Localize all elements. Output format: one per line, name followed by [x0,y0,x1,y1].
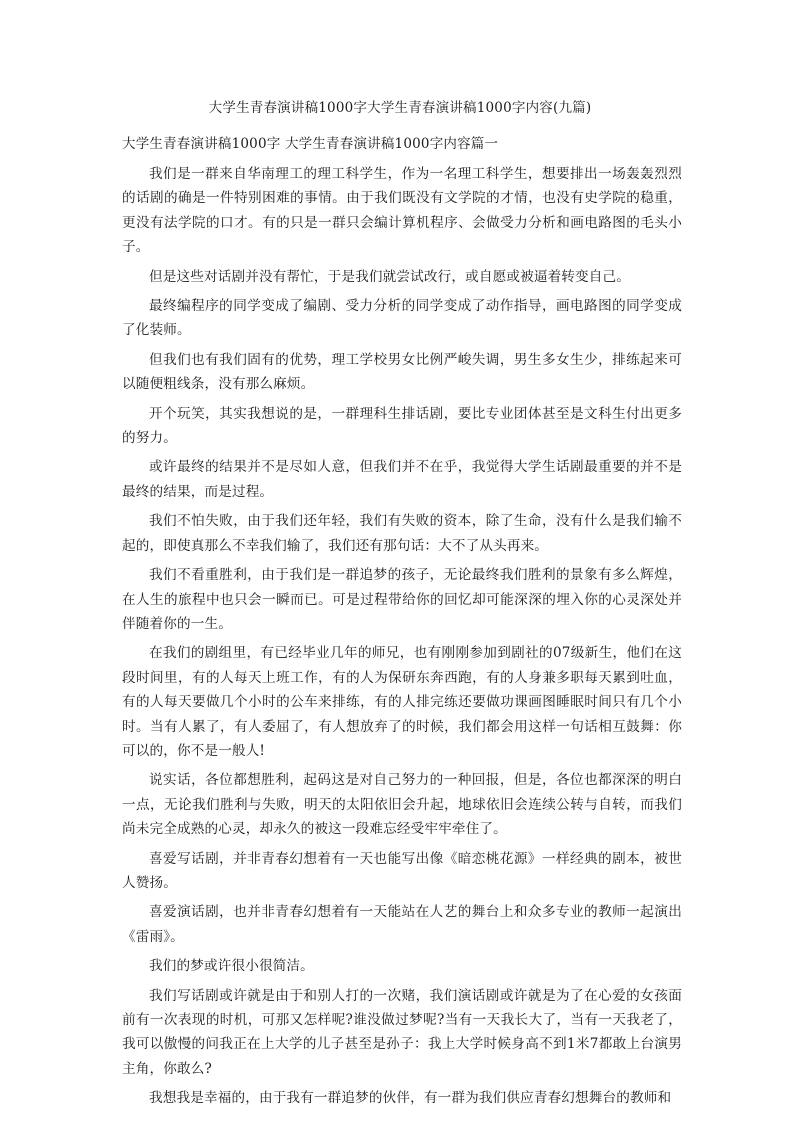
paragraph: 但是这些对话剧并没有帮忙，于是我们就尝试改行，或自愿或被逼着转变自己。 [149,268,631,285]
document-title: 大学生青春演讲稿1000字大学生青春演讲稿1000字内容(九篇) [208,100,592,116]
document-body [122,162,682,1116]
paragraph: 说实话，各位都想胜利，起码这是对自己努力的一种回报，但是，各位也都深深的明白一点，无论我们胜利与失败，明天的太阳依旧会升起，地球依旧会连续公转与自转，而我们尚未完全成熟的心灵，却永久的被这一段难忘经受牢牢牵住了。 [122,772,682,838]
paragraph: 我想我是幸福的，由于我有一群追梦的伙伴，有一群为我们供应青春幻想舞台的教师和 [149,1090,672,1107]
paragraph: 开个玩笑，其实我想说的是，一群理科生排话剧，要比专业团体甚至是文科生付出更多的努力。 [122,405,682,447]
paragraph: 喜爱演话剧，也并非青春幻想着有一天能站在人艺的舞台上和众多专业的教师一起演出《雷雨》。 [122,904,682,945]
paragraph: 但我们也有我们固有的优势，理工学校男女比例严峻失调，男生多女生少，排练起来可以随便粗线条，没有那么麻烦。 [122,351,682,393]
paragraph: 我们写话剧或许就是由于和别人打的一次赌，我们演话剧或许就是为了在心爱的女孩面前有一次表现的时机，可那又怎样呢?谁没做过梦呢?当有一天我长大了，当有一天我老了，我可以傲慢的问我正在上大学的儿子甚至是孙子：我上大学时候身高不到1米7都敢上台演男主角，你敢么? [122,987,682,1077]
paragraph: 我们是一群来自华南理工的理工科学生，作为一名理工科学生，想要排出一场轰轰烈烈的话剧的确是一件特别困难的事情。由于我们既没有文学院的才情，也没有史学院的稳重，更没有法学院的口才。有的只是一群只会编计算机程序、会做受力分析和画电路图的毛头小子。 [122,166,682,256]
paragraph: 我们不怕失败，由于我们还年轻，我们有失败的资本，除了生命，没有什么是我们输不起的，即使真那么不幸我们输了，我们还有那句话：大不了从头再来。 [122,513,682,554]
paragraph: 喜爱写话剧，并非青春幻想着有一天也能写出像《暗恋桃花源》一样经典的剧本，被世人赞扬。 [122,850,682,891]
paragraph: 我们的梦或许很小很简洁。 [149,958,314,975]
paragraph: 或许最终的结果并不是尽如人意，但我们并不在乎，我觉得大学生话剧最重要的并不是最终的结果，而是过程。 [122,459,682,500]
paragraph: 最终编程序的同学变成了编剧、受力分析的同学变成了动作指导，画电路图的同学变成了化装师。 [122,298,682,339]
paragraph: 在我们的剧组里，有已经毕业几年的师兄，也有刚刚参加到剧社的07级新生，他们在这段时间里，有的人每天上班工作，有的人为保研东奔西跑，有的人身兼多职每天累到吐血，有的人每天要做几个小时的公车来排练，有的人排完练还要做功课画图睡眠时间只有几个小时。当有人累了，有人委屈了，有人想放弃了的时候，我们都会用这样一句话相互鼓舞：你可以的，你不是一般人! [122,645,682,759]
paragraph: 我们不看重胜利，由于我们是一群追梦的孩子，无论最终我们胜利的景象有多么辉煌，在人生的旅程中也只会一瞬而已。可是过程带给你的回忆却可能深深的埋入你的心灵深处并伴随着你的一生。 [122,567,682,632]
document-subtitle: 大学生青春演讲稿1000字 大学生青春演讲稿1000字内容篇一 [122,136,499,152]
